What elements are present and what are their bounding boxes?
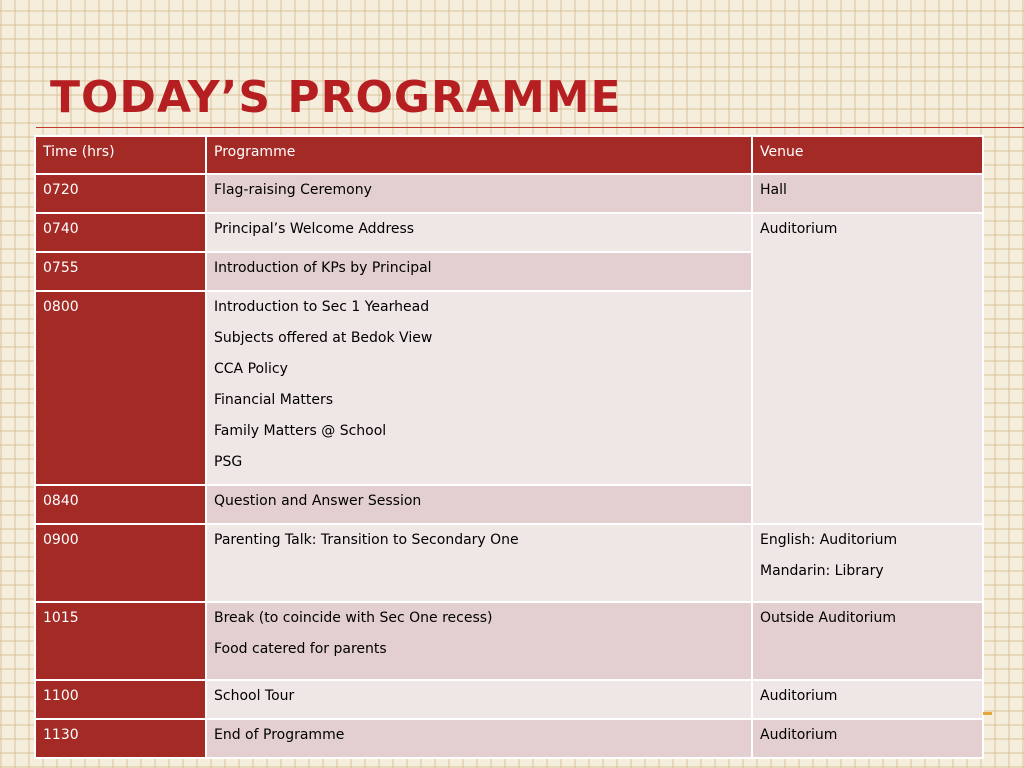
programme-line: Introduction to Sec 1 Yearhead: [214, 299, 430, 315]
header-programme: Programme: [206, 136, 752, 174]
table-row: [35, 602, 983, 680]
table-row: [35, 213, 983, 252]
programme-cell: [206, 602, 752, 680]
venue-cell: Auditorium: [752, 680, 983, 719]
slide-title: TODAY’S PROGRAMME: [50, 72, 622, 123]
programme-line: PSG: [214, 454, 243, 470]
time-cell: 0900: [35, 524, 206, 602]
programme-line: Family Matters @ School: [214, 423, 387, 439]
programme-table: [34, 135, 984, 759]
programme-cell: [206, 291, 752, 485]
venue-cell-merged: Auditorium: [752, 213, 983, 524]
programme-cell: Question and Answer Session: [206, 485, 752, 524]
time-cell: 0755: [35, 252, 206, 291]
time-cell: 0800: [35, 291, 206, 485]
programme-cell: Principal’s Welcome Address: [206, 213, 752, 252]
table-row: [35, 719, 983, 758]
table-row: [35, 524, 983, 602]
programme-line: Break (to coincide with Sec One recess): [214, 610, 493, 626]
time-cell: 0740: [35, 213, 206, 252]
programme-line: Financial Matters: [214, 392, 334, 408]
time-cell: 1130: [35, 719, 206, 758]
header-venue: Venue: [752, 136, 983, 174]
time-cell: 1100: [35, 680, 206, 719]
table-row: [35, 680, 983, 719]
programme-cell: School Tour: [206, 680, 752, 719]
time-cell: 1015: [35, 602, 206, 680]
table-header-row: [35, 136, 983, 174]
time-cell: 0840: [35, 485, 206, 524]
decorative-accent: [983, 712, 992, 715]
venue-line: Mandarin: Library: [760, 563, 884, 579]
venue-cell: Auditorium: [752, 719, 983, 758]
venue-line: English: Auditorium: [760, 532, 898, 548]
venue-cell: Outside Auditorium: [752, 602, 983, 680]
venue-cell: Hall: [752, 174, 983, 213]
table-row: [35, 174, 983, 213]
venue-cell: [752, 524, 983, 602]
header-time: Time (hrs): [35, 136, 206, 174]
programme-cell: Flag-raising Ceremony: [206, 174, 752, 213]
programme-cell: End of Programme: [206, 719, 752, 758]
programme-line: CCA Policy: [214, 361, 288, 377]
programme-cell: Introduction of KPs by Principal: [206, 252, 752, 291]
title-divider: [36, 127, 1024, 128]
programme-line: Food catered for parents: [214, 641, 387, 657]
programme-line: Subjects offered at Bedok View: [214, 330, 433, 346]
programme-cell: Parenting Talk: Transition to Secondary One: [206, 524, 752, 602]
time-cell: 0720: [35, 174, 206, 213]
